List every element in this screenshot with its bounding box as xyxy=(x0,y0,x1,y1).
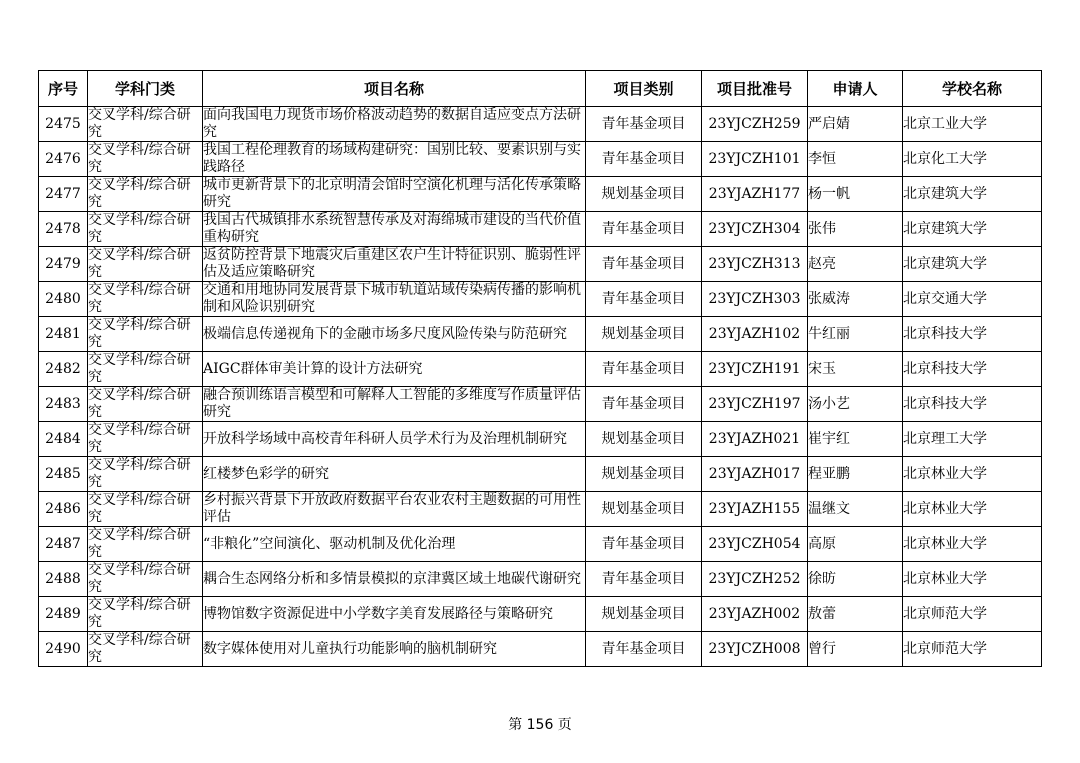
cell-project-name xyxy=(203,177,586,212)
cell-project-name xyxy=(203,247,586,282)
cell-applicant-text: 徐昉 xyxy=(808,570,836,587)
cell-applicant xyxy=(808,562,903,597)
cell-project-type xyxy=(586,422,702,457)
cell-project-type-text: 青年基金项目 xyxy=(601,150,686,167)
cell-subject xyxy=(88,597,203,632)
cell-project-type xyxy=(586,387,702,422)
header-approval-number: 项目批准号 xyxy=(702,71,808,107)
cell-project-type-text: 规划基金项目 xyxy=(601,605,686,622)
cell-approval-number xyxy=(702,422,808,457)
cell-project-type-text: 青年基金项目 xyxy=(601,255,686,272)
cell-subject-text: 交叉学科/综合研究 xyxy=(88,632,191,665)
cell-project-name-text: 融合预训练语言模型和可解释人工智能的多维度写作质量评估研究 xyxy=(203,387,581,420)
cell-subject-text: 交叉学科/综合研究 xyxy=(88,457,191,490)
cell-applicant-text: 崔宇红 xyxy=(808,430,850,447)
header-project-type: 项目类别 xyxy=(586,71,702,107)
cell-applicant-text: 张伟 xyxy=(808,220,836,237)
cell-applicant xyxy=(808,632,903,667)
cell-project-name xyxy=(203,317,586,352)
cell-approval-number-text: 23YJCZH191 xyxy=(708,360,801,377)
cell-applicant xyxy=(808,177,903,212)
cell-project-name-text: AIGC群体审美计算的设计方法研究 xyxy=(203,360,423,377)
cell-applicant xyxy=(808,457,903,492)
cell-approval-number xyxy=(702,597,808,632)
cell-school-text: 北京科技大学 xyxy=(903,360,987,377)
cell-school-text: 北京科技大学 xyxy=(903,395,987,412)
cell-subject-text: 交叉学科/综合研究 xyxy=(88,422,191,455)
cell-subject-text: 交叉学科/综合研究 xyxy=(88,282,191,315)
table-row xyxy=(39,597,1042,632)
table-row xyxy=(39,212,1042,247)
project-table xyxy=(38,70,1042,667)
cell-approval-number-text: 23YJCZH101 xyxy=(708,150,801,167)
cell-seq-text: 2487 xyxy=(45,535,81,552)
cell-seq xyxy=(39,317,88,352)
cell-approval-number-text: 23YJAZH177 xyxy=(708,185,801,202)
cell-subject-text: 交叉学科/综合研究 xyxy=(88,387,191,420)
cell-approval-number xyxy=(702,352,808,387)
cell-school-text: 北京林业大学 xyxy=(903,465,987,482)
cell-seq xyxy=(39,527,88,562)
cell-school-text: 北京理工大学 xyxy=(903,430,987,447)
cell-seq-text: 2481 xyxy=(45,325,81,342)
cell-seq-text: 2475 xyxy=(45,115,81,132)
cell-project-type xyxy=(586,352,702,387)
cell-subject xyxy=(88,142,203,177)
table-row xyxy=(39,457,1042,492)
table-row xyxy=(39,492,1042,527)
cell-project-type-text: 青年基金项目 xyxy=(601,115,686,132)
cell-seq xyxy=(39,247,88,282)
cell-subject-text: 交叉学科/综合研究 xyxy=(88,142,191,175)
cell-school xyxy=(903,562,1042,597)
cell-approval-number-text: 23YJAZH017 xyxy=(708,465,801,482)
cell-seq xyxy=(39,282,88,317)
cell-approval-number-text: 23YJCZH054 xyxy=(708,535,801,552)
cell-subject xyxy=(88,177,203,212)
cell-project-name-text: 面向我国电力现货市场价格波动趋势的数据自适应变点方法研究 xyxy=(203,107,581,140)
cell-project-type-text: 青年基金项目 xyxy=(601,640,686,657)
cell-project-type-text: 青年基金项目 xyxy=(601,220,686,237)
cell-subject xyxy=(88,422,203,457)
cell-project-type xyxy=(586,597,702,632)
cell-applicant-text: 李恒 xyxy=(808,150,836,167)
cell-subject-text: 交叉学科/综合研究 xyxy=(88,562,191,595)
cell-seq xyxy=(39,632,88,667)
cell-project-type xyxy=(586,317,702,352)
cell-project-name-text: “非粮化”空间演化、驱动机制及优化治理 xyxy=(203,535,456,552)
cell-school-text: 北京林业大学 xyxy=(903,500,987,517)
cell-approval-number xyxy=(702,177,808,212)
cell-applicant xyxy=(808,422,903,457)
cell-seq-text: 2483 xyxy=(45,395,81,412)
cell-seq-text: 2489 xyxy=(45,605,81,622)
cell-applicant-text: 宋玉 xyxy=(808,360,836,377)
cell-school-text: 北京建筑大学 xyxy=(903,185,987,202)
cell-project-type xyxy=(586,632,702,667)
cell-seq-text: 2490 xyxy=(45,640,81,657)
cell-seq xyxy=(39,422,88,457)
cell-applicant xyxy=(808,212,903,247)
cell-seq xyxy=(39,597,88,632)
cell-school xyxy=(903,632,1042,667)
cell-school xyxy=(903,352,1042,387)
cell-applicant xyxy=(808,527,903,562)
cell-subject xyxy=(88,247,203,282)
header-applicant: 申请人 xyxy=(808,71,903,107)
table-row xyxy=(39,282,1042,317)
cell-seq xyxy=(39,457,88,492)
cell-project-type-text: 青年基金项目 xyxy=(601,395,686,412)
cell-project-type xyxy=(586,527,702,562)
table-row xyxy=(39,352,1042,387)
cell-project-name-text: 我国工程伦理教育的场域构建研究：国别比较、要素识别与实践路径 xyxy=(203,142,581,175)
cell-school xyxy=(903,387,1042,422)
cell-project-type-text: 规划基金项目 xyxy=(601,325,686,342)
cell-approval-number-text: 23YJAZH102 xyxy=(708,325,801,342)
cell-seq xyxy=(39,177,88,212)
cell-subject-text: 交叉学科/综合研究 xyxy=(88,597,191,630)
table-row xyxy=(39,632,1042,667)
cell-school xyxy=(903,107,1042,142)
cell-seq-text: 2484 xyxy=(45,430,81,447)
cell-school xyxy=(903,422,1042,457)
cell-approval-number xyxy=(702,107,808,142)
cell-school-text: 北京工业大学 xyxy=(903,115,987,132)
cell-project-name-text: 返贫防控背景下地震灾后重建区农户生计特征识别、脆弱性评估及适应策略研究 xyxy=(203,247,581,280)
cell-seq-text: 2482 xyxy=(45,360,81,377)
cell-seq-text: 2477 xyxy=(45,185,81,202)
cell-applicant-text: 汤小艺 xyxy=(808,395,850,412)
cell-project-name xyxy=(203,212,586,247)
cell-project-type-text: 青年基金项目 xyxy=(601,290,686,307)
cell-project-type xyxy=(586,282,702,317)
cell-subject-text: 交叉学科/综合研究 xyxy=(88,492,191,525)
table-row xyxy=(39,177,1042,212)
cell-school xyxy=(903,527,1042,562)
cell-subject xyxy=(88,387,203,422)
cell-project-name xyxy=(203,142,586,177)
cell-project-name xyxy=(203,107,586,142)
table-row xyxy=(39,562,1042,597)
cell-project-name xyxy=(203,352,586,387)
cell-subject-text: 交叉学科/综合研究 xyxy=(88,527,191,560)
cell-applicant xyxy=(808,247,903,282)
cell-approval-number xyxy=(702,562,808,597)
cell-approval-number xyxy=(702,317,808,352)
cell-subject xyxy=(88,562,203,597)
cell-approval-number-text: 23YJCZH197 xyxy=(708,395,801,412)
cell-applicant xyxy=(808,387,903,422)
table-row xyxy=(39,317,1042,352)
cell-school xyxy=(903,492,1042,527)
table-row xyxy=(39,527,1042,562)
cell-project-type-text: 规划基金项目 xyxy=(601,465,686,482)
cell-applicant-text: 严启婧 xyxy=(808,115,850,132)
cell-seq-text: 2478 xyxy=(45,220,81,237)
cell-approval-number xyxy=(702,527,808,562)
cell-applicant xyxy=(808,352,903,387)
cell-project-type xyxy=(586,492,702,527)
cell-school xyxy=(903,597,1042,632)
cell-subject-text: 交叉学科/综合研究 xyxy=(88,177,191,210)
cell-project-name xyxy=(203,457,586,492)
cell-project-name-text: 数字媒体使用对儿童执行功能影响的脑机制研究 xyxy=(203,640,497,657)
cell-subject xyxy=(88,457,203,492)
cell-seq-text: 2480 xyxy=(45,290,81,307)
cell-applicant xyxy=(808,282,903,317)
cell-school-text: 北京建筑大学 xyxy=(903,255,987,272)
cell-approval-number-text: 23YJAZH002 xyxy=(708,605,801,622)
cell-approval-number xyxy=(702,247,808,282)
cell-seq xyxy=(39,142,88,177)
cell-applicant-text: 温继文 xyxy=(808,500,850,517)
cell-approval-number xyxy=(702,492,808,527)
cell-approval-number-text: 23YJCZH303 xyxy=(708,290,801,307)
cell-approval-number-text: 23YJCZH008 xyxy=(708,640,801,657)
cell-subject xyxy=(88,632,203,667)
cell-school xyxy=(903,142,1042,177)
cell-applicant xyxy=(808,492,903,527)
cell-approval-number-text: 23YJCZH259 xyxy=(708,115,801,132)
cell-applicant-text: 杨一帆 xyxy=(808,185,850,202)
cell-school xyxy=(903,212,1042,247)
header-school: 学校名称 xyxy=(903,71,1042,107)
cell-seq xyxy=(39,387,88,422)
cell-seq-text: 2476 xyxy=(45,150,81,167)
table-row xyxy=(39,107,1042,142)
cell-project-name xyxy=(203,492,586,527)
cell-approval-number-text: 23YJCZH304 xyxy=(708,220,801,237)
cell-project-type xyxy=(586,562,702,597)
cell-school-text: 北京科技大学 xyxy=(903,325,987,342)
table-row xyxy=(39,142,1042,177)
cell-school-text: 北京林业大学 xyxy=(903,535,987,552)
cell-project-name-text: 开放科学场域中高校青年科研人员学术行为及治理机制研究 xyxy=(203,430,567,447)
cell-subject xyxy=(88,352,203,387)
header-seq: 序号 xyxy=(39,71,88,107)
cell-project-type xyxy=(586,177,702,212)
cell-project-type xyxy=(586,212,702,247)
cell-subject-text: 交叉学科/综合研究 xyxy=(88,317,191,350)
cell-approval-number-text: 23YJAZH021 xyxy=(708,430,801,447)
cell-approval-number xyxy=(702,457,808,492)
cell-school xyxy=(903,177,1042,212)
cell-subject xyxy=(88,527,203,562)
cell-subject-text: 交叉学科/综合研究 xyxy=(88,247,191,280)
cell-approval-number-text: 23YJAZH155 xyxy=(708,500,801,517)
cell-seq xyxy=(39,352,88,387)
cell-project-name xyxy=(203,562,586,597)
cell-project-type xyxy=(586,107,702,142)
cell-seq xyxy=(39,107,88,142)
header-subject: 学科门类 xyxy=(88,71,203,107)
cell-school-text: 北京交通大学 xyxy=(903,290,987,307)
header-row xyxy=(39,71,1042,107)
cell-project-name-text: 红楼梦色彩学的研究 xyxy=(203,465,329,482)
cell-project-name xyxy=(203,527,586,562)
cell-subject-text: 交叉学科/综合研究 xyxy=(88,352,191,385)
cell-seq-text: 2479 xyxy=(45,255,81,272)
cell-seq xyxy=(39,492,88,527)
table-row xyxy=(39,422,1042,457)
cell-seq-text: 2486 xyxy=(45,500,81,517)
cell-approval-number xyxy=(702,142,808,177)
table-row xyxy=(39,387,1042,422)
cell-applicant-text: 赵亮 xyxy=(808,255,836,272)
cell-subject xyxy=(88,212,203,247)
cell-project-type-text: 规划基金项目 xyxy=(601,185,686,202)
cell-school xyxy=(903,457,1042,492)
cell-subject xyxy=(88,492,203,527)
cell-applicant-text: 程亚鹏 xyxy=(808,465,850,482)
cell-applicant-text: 张威涛 xyxy=(808,290,850,307)
cell-project-name xyxy=(203,387,586,422)
cell-applicant-text: 牛红丽 xyxy=(808,325,850,342)
cell-project-type xyxy=(586,457,702,492)
cell-subject xyxy=(88,317,203,352)
cell-project-type-text: 青年基金项目 xyxy=(601,535,686,552)
cell-school-text: 北京师范大学 xyxy=(903,605,987,622)
table-row xyxy=(39,247,1042,282)
cell-school-text: 北京建筑大学 xyxy=(903,220,987,237)
cell-project-name xyxy=(203,597,586,632)
cell-seq-text: 2485 xyxy=(45,465,81,482)
page-number: 第 156 页 xyxy=(508,717,572,733)
cell-applicant xyxy=(808,142,903,177)
cell-project-name-text: 极端信息传递视角下的金融市场多尺度风险传染与防范研究 xyxy=(203,325,567,342)
cell-project-name xyxy=(203,422,586,457)
cell-approval-number xyxy=(702,632,808,667)
cell-applicant-text: 高原 xyxy=(808,535,836,552)
cell-applicant xyxy=(808,597,903,632)
cell-project-name-text: 我国古代城镇排水系统智慧传承及对海绵城市建设的当代价值重构研究 xyxy=(203,212,581,245)
cell-seq xyxy=(39,212,88,247)
cell-project-type-text: 规划基金项目 xyxy=(601,500,686,517)
cell-project-name xyxy=(203,282,586,317)
cell-project-name-text: 城市更新背景下的北京明清会馆时空演化机理与活化传承策略研究 xyxy=(203,177,581,210)
cell-approval-number xyxy=(702,282,808,317)
cell-project-name-text: 乡村振兴背景下开放政府数据平台农业农村主题数据的可用性评估 xyxy=(203,492,581,525)
cell-project-type-text: 规划基金项目 xyxy=(601,430,686,447)
cell-project-name-text: 耦合生态网络分析和多情景模拟的京津冀区域土地碳代谢研究 xyxy=(203,570,581,587)
cell-school xyxy=(903,317,1042,352)
cell-subject xyxy=(88,107,203,142)
cell-school-text: 北京师范大学 xyxy=(903,640,987,657)
cell-applicant-text: 曾行 xyxy=(808,640,836,657)
cell-approval-number-text: 23YJCZH252 xyxy=(708,570,801,587)
cell-project-type xyxy=(586,247,702,282)
cell-subject-text: 交叉学科/综合研究 xyxy=(88,212,191,245)
cell-project-name-text: 交通和用地协同发展背景下城市轨道站域传染病传播的影响机制和风险识别研究 xyxy=(203,282,581,315)
cell-approval-number xyxy=(702,212,808,247)
cell-school-text: 北京林业大学 xyxy=(903,570,987,587)
header-project-name: 项目名称 xyxy=(203,71,586,107)
cell-seq xyxy=(39,562,88,597)
cell-school xyxy=(903,247,1042,282)
cell-project-type-text: 青年基金项目 xyxy=(601,360,686,377)
cell-approval-number-text: 23YJCZH313 xyxy=(708,255,801,272)
cell-applicant xyxy=(808,107,903,142)
cell-school xyxy=(903,282,1042,317)
cell-project-type xyxy=(586,142,702,177)
table-body xyxy=(39,107,1042,667)
cell-seq-text: 2488 xyxy=(45,570,81,587)
cell-subject xyxy=(88,282,203,317)
cell-project-name-text: 博物馆数字资源促进中小学数字美育发展路径与策略研究 xyxy=(203,605,553,622)
cell-project-name xyxy=(203,632,586,667)
cell-approval-number xyxy=(702,387,808,422)
cell-project-type-text: 青年基金项目 xyxy=(601,570,686,587)
cell-applicant-text: 敖蕾 xyxy=(808,605,836,622)
cell-subject-text: 交叉学科/综合研究 xyxy=(88,107,191,140)
cell-applicant xyxy=(808,317,903,352)
cell-school-text: 北京化工大学 xyxy=(903,150,987,167)
